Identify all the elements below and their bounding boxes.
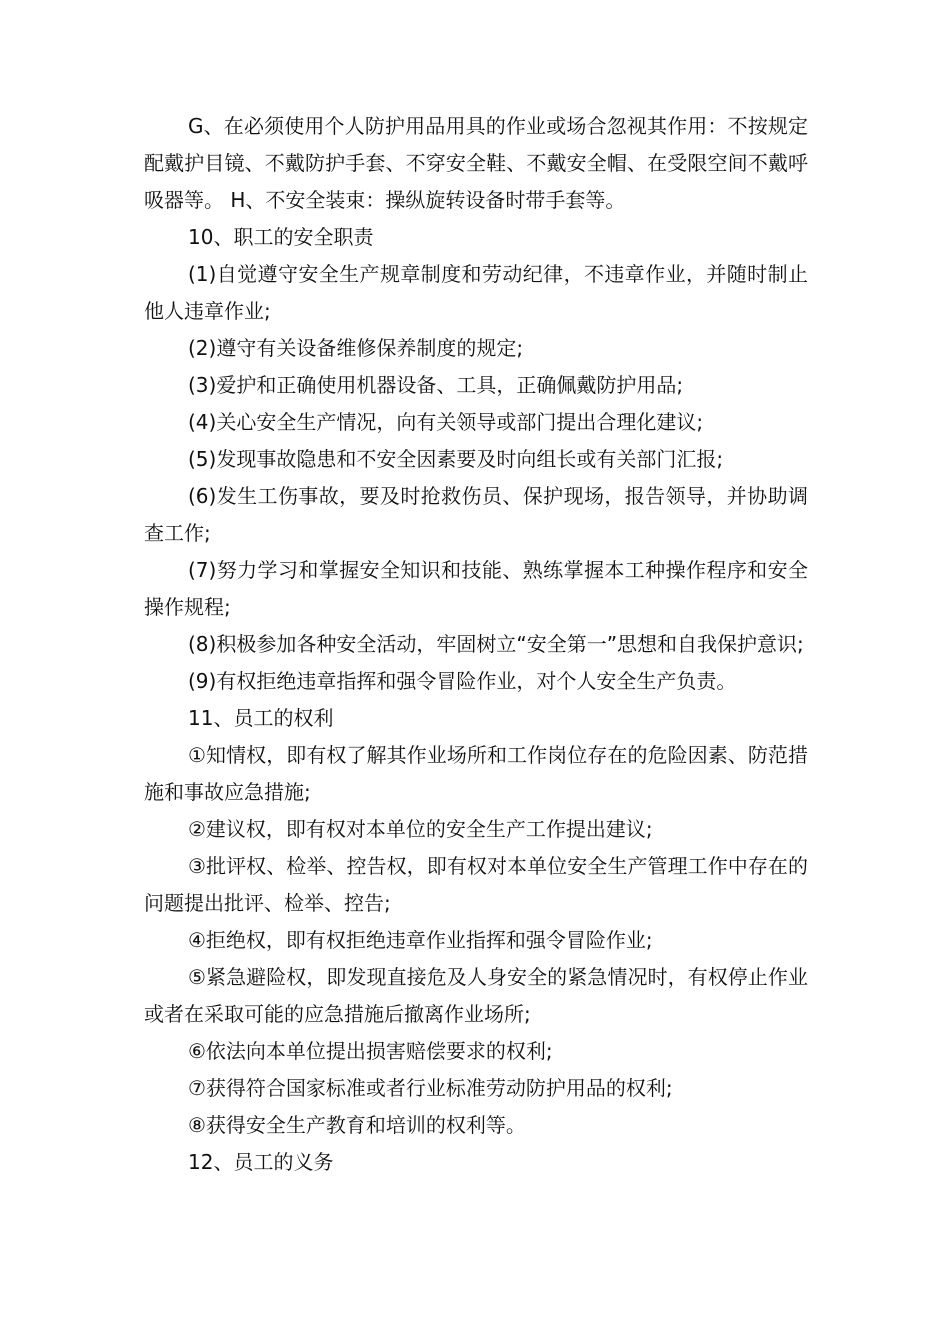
heading-employee-rights: 11、员工的权利 xyxy=(188,706,334,730)
list-item: ⑧获得安全生产教育和培训的权利等。 xyxy=(188,1113,526,1137)
list-item: (4)关心安全生产情况，向有关领导或部门提出合理化建议; xyxy=(188,410,704,434)
list-item: (6)发生工伤事故，要及时抢救伤员、保护现场，报告领导，并协助调查工作; xyxy=(144,484,808,545)
list-item: ⑥依法向本单位提出损害赔偿要求的权利; xyxy=(188,1039,553,1063)
list-item: ①知情权，即有权了解其作业场所和工作岗位存在的危险因素、防范措施和事故应急措施; xyxy=(144,743,808,804)
document-body xyxy=(144,108,808,1181)
list-item: (8)积极参加各种安全活动，牢固树立“安全第一”思想和自我保护意识; xyxy=(188,632,804,656)
list-item: ③批评权、检举、控告权，即有权对本单位安全生产管理工作中存在的问题提出批评、检举、控告; xyxy=(144,854,808,915)
list-item: (3)爱护和正确使用机器设备、工具，正确佩戴防护用品; xyxy=(188,373,684,397)
list-item: (5)发现事故隐患和不安全因素要及时向组长或有关部门汇报; xyxy=(188,447,724,471)
heading-employee-duties: 10、职工的安全职责 xyxy=(188,225,374,249)
list-item: (7)努力学习和掌握安全知识和技能、熟练掌握本工种操作程序和安全操作规程; xyxy=(144,558,808,619)
list-item: (2)遵守有关设备维修保养制度的规定; xyxy=(188,336,524,360)
list-item: (1)自觉遵守安全生产规章制度和劳动纪律，不违章作业，并随时制止他人违章作业; xyxy=(144,262,808,323)
list-item: ⑤紧急避险权，即发现直接危及人身安全的紧急情况时，有权停止作业或者在采取可能的应急措施后撤离作业场所; xyxy=(144,965,808,1026)
list-item: ⑦获得符合国家标准或者行业标准劳动防护用品的权利; xyxy=(188,1076,673,1100)
paragraph-ppe-violations: G、在必须使用个人防护用品用具的作业或场合忽视其作用：不按规定配戴护目镜、不戴防护手套、不穿安全鞋、不戴安全帽、在受限空间不戴呼吸器等。 H、不安全装束：操纵旋转设备时带手套等。 xyxy=(144,114,808,212)
list-item: ②建议权，即有权对本单位的安全生产工作提出建议; xyxy=(188,817,653,841)
heading-employee-obligations: 12、员工的义务 xyxy=(188,1150,334,1174)
list-item: (9)有权拒绝违章指挥和强令冒险作业，对个人安全生产负责。 xyxy=(188,669,737,693)
list-item: ④拒绝权，即有权拒绝违章作业指挥和强令冒险作业; xyxy=(188,928,653,952)
